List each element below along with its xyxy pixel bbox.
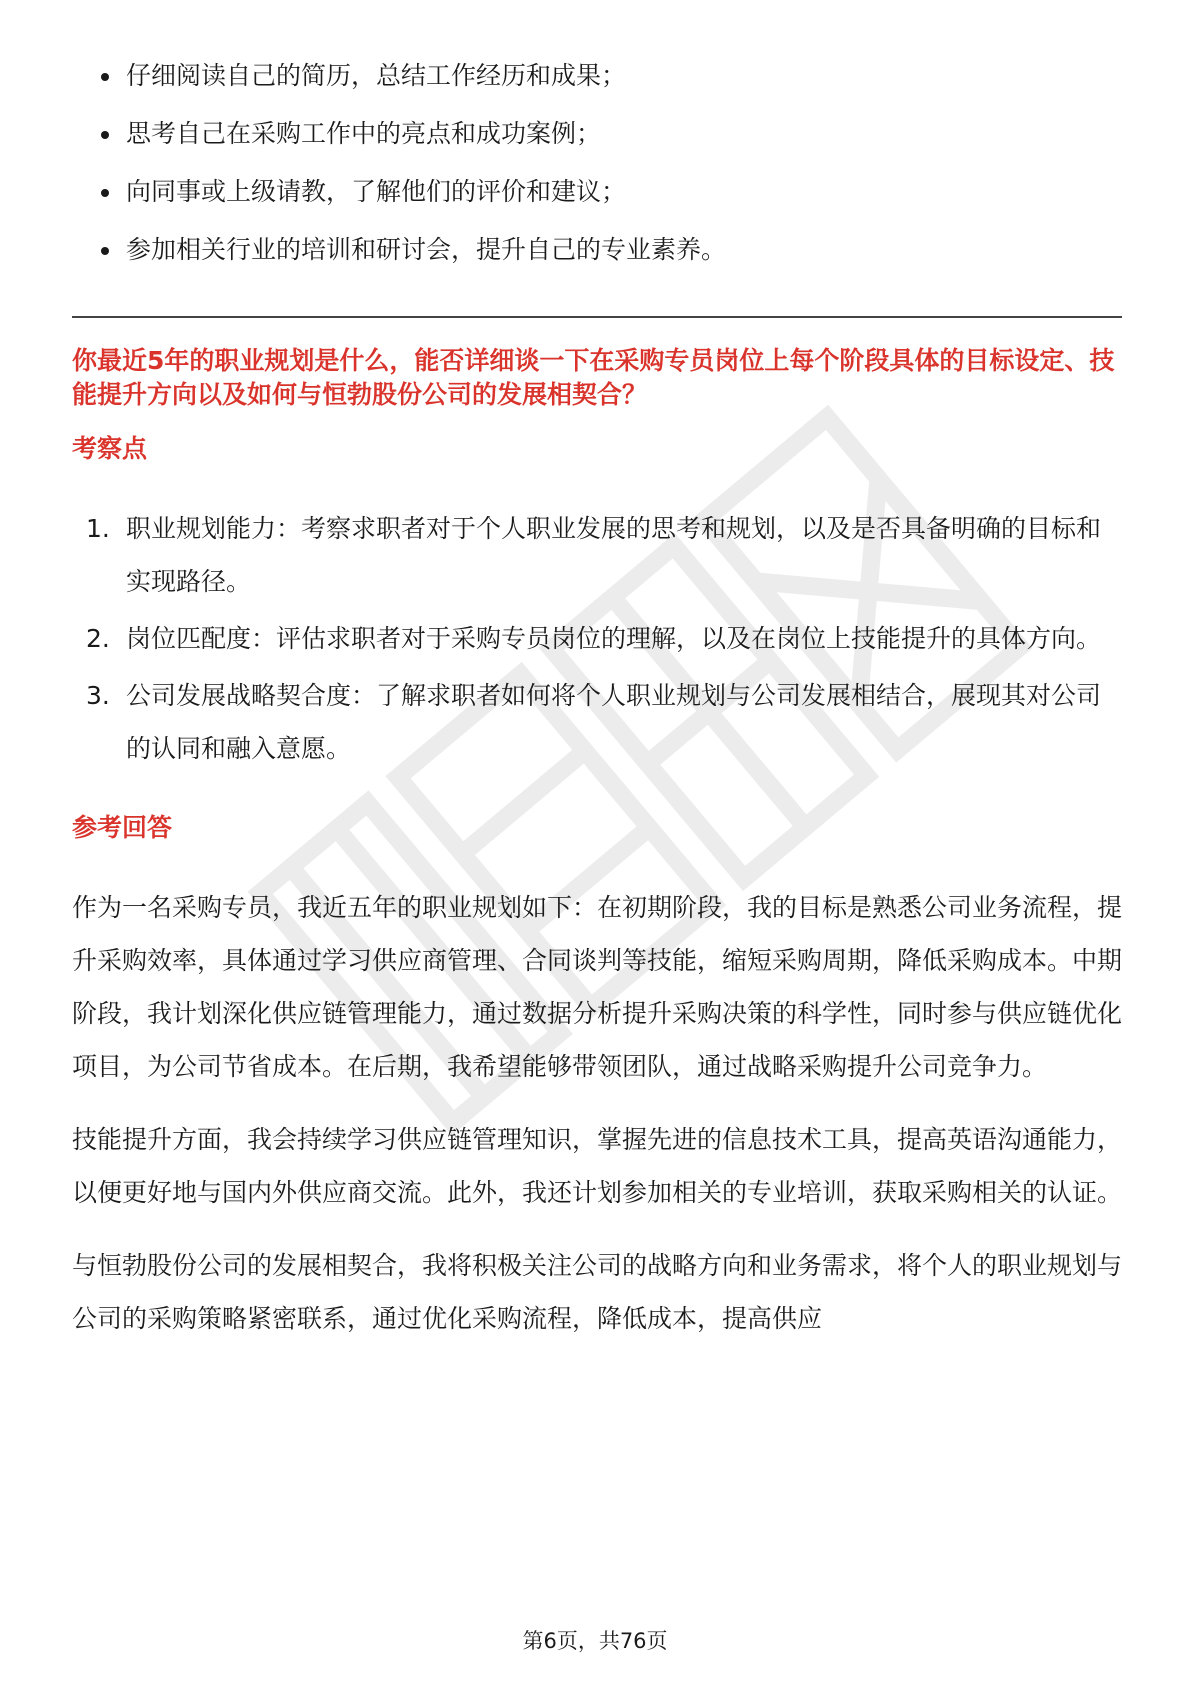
item-number: 2. <box>86 624 110 653</box>
bullet-item <box>72 174 1122 210</box>
exam-point-item <box>72 502 1122 608</box>
bullet-text: 思考自己在采购工作中的亮点和成功案例； <box>126 119 602 148</box>
answer-paragraph: 技能提升方面，我会持续学习供应链管理知识，掌握先进的信息技术工具，提高英语沟通能力，以便更好地与国内外供应商交流。此外，我还计划参加相关的专业培训，获取采购相关的认证。 <box>72 1125 1123 1207</box>
bullet-dot-icon <box>101 189 109 197</box>
item-number: 1. <box>86 514 110 543</box>
bullet-text: 向同事或上级请教，了解他们的评价和建议； <box>126 177 627 206</box>
page-content <box>72 58 1122 1365</box>
section-divider <box>72 316 1122 318</box>
exam-point-text: 公司发展战略契合度：了解求职者如何将个人职业规划与公司发展相结合，展现其对公司的认同和融入意愿。 <box>126 681 1102 763</box>
exam-point-text: 岗位匹配度：评估求职者对于采购专员岗位的理解，以及在岗位上技能提升的具体方向。 <box>126 624 1102 653</box>
exam-point-item <box>72 669 1122 775</box>
bullet-item <box>72 58 1122 94</box>
bullet-text: 仔细阅读自己的简历，总结工作经历和成果； <box>126 61 627 90</box>
bullet-text: 参加相关行业的培训和研讨会，提升自己的专业素养。 <box>126 235 727 264</box>
bullet-item <box>72 232 1122 268</box>
answer-paragraph: 与恒勃股份公司的发展相契合，我将积极关注公司的战略方向和业务需求，将个人的职业规划与公司的采购策略紧密联系，通过优化采购流程，降低成本，提高供应 <box>72 1251 1123 1333</box>
exam-point-item <box>72 612 1122 665</box>
tips-bullet-list <box>72 58 1122 268</box>
item-number: 3. <box>86 681 110 710</box>
reference-answer-heading: 参考回答 <box>72 813 173 842</box>
bullet-dot-icon <box>101 73 109 81</box>
exam-points-heading: 考察点 <box>72 434 148 463</box>
page-number-footer: 第6页，共76页 <box>522 1629 668 1653</box>
bullet-item <box>72 116 1122 152</box>
interview-question: 你最近5年的职业规划是什么，能否详细谈一下在采购专员岗位上每个阶段具体的目标设定、技能提升方向以及如何与恒勃股份公司的发展相契合？ <box>72 346 1115 409</box>
exam-points-list <box>72 502 1122 775</box>
exam-point-text: 职业规划能力：考察求职者对于个人职业发展的思考和规划，以及是否具备明确的目标和实现路径。 <box>126 514 1102 596</box>
bullet-dot-icon <box>101 247 109 255</box>
bullet-dot-icon <box>101 131 109 139</box>
answer-paragraph: 作为一名采购专员，我近五年的职业规划如下：在初期阶段，我的目标是熟悉公司业务流程，提升采购效率，具体通过学习供应商管理、合同谈判等技能，缩短采购周期，降低采购成本。中期阶段，我计划深化供应链管理能力，通过数据分析提升采购决策的科学性，同时参与供应链优化项目，为公司节省成本。在后期，我希望能够带领团队，通过战略采购提升公司竞争力。 <box>72 893 1123 1081</box>
